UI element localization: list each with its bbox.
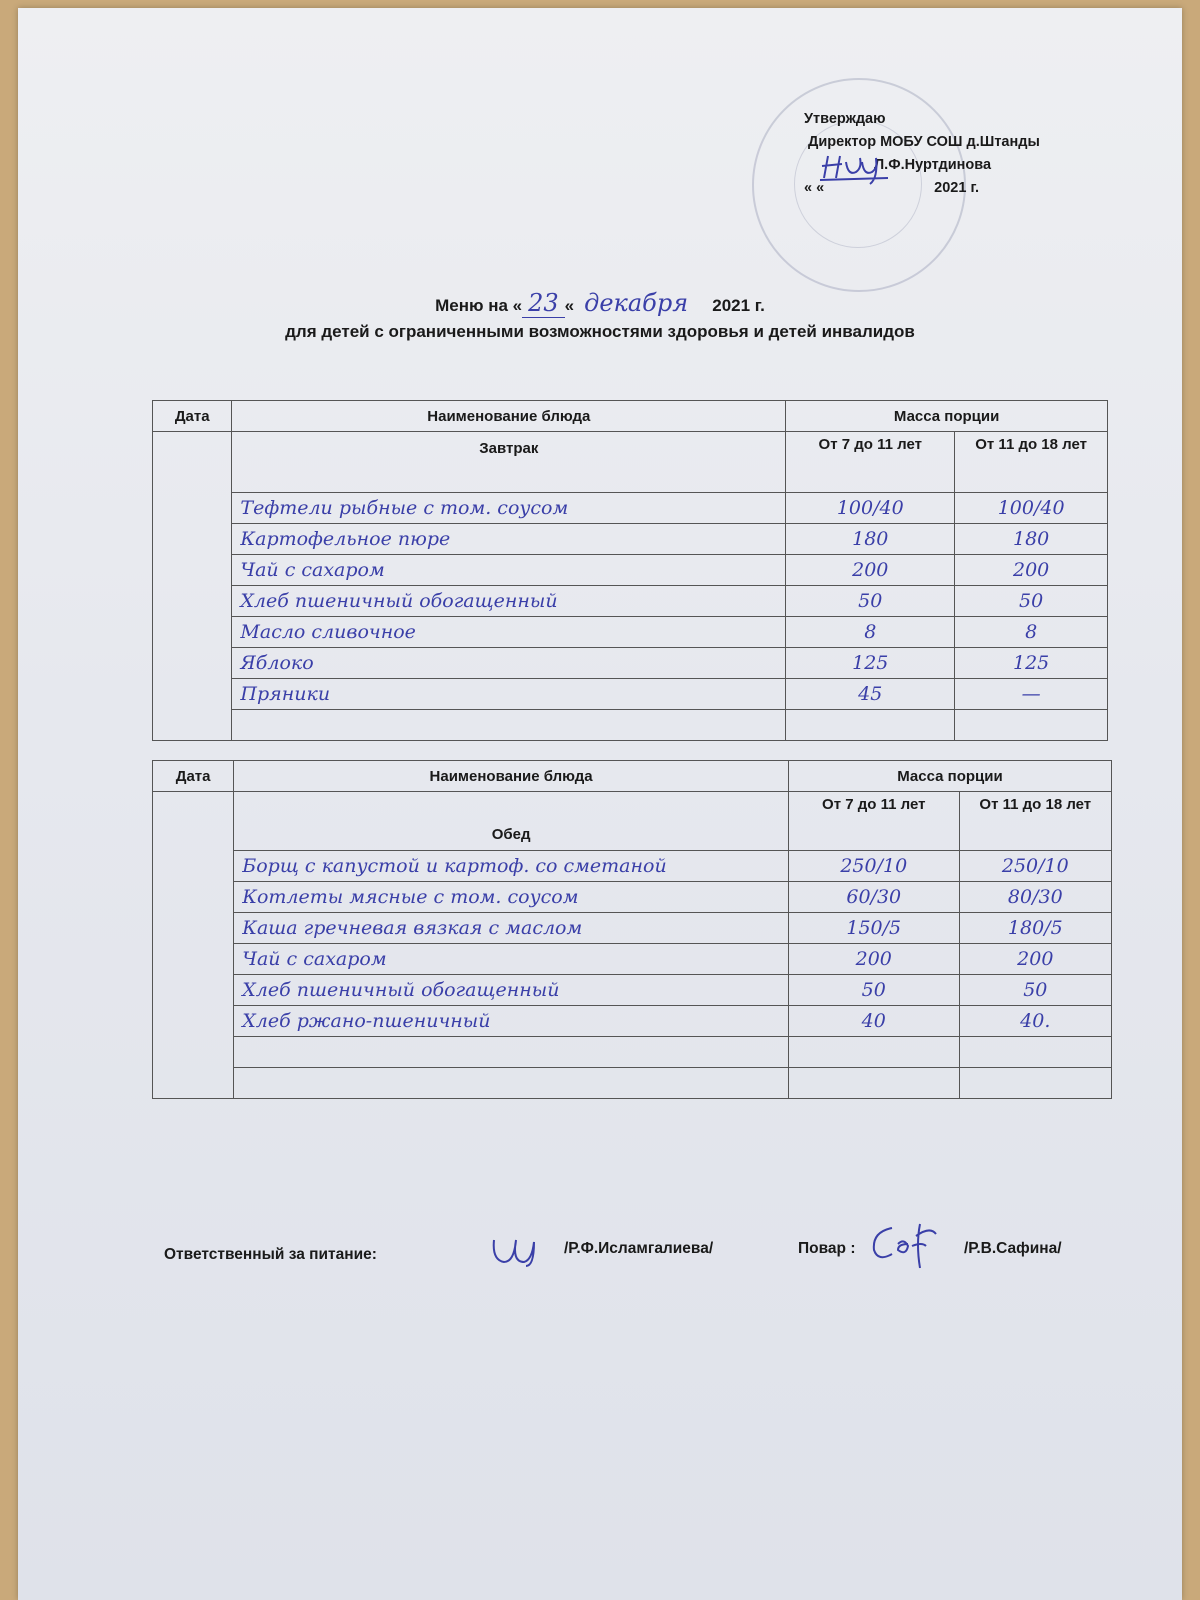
dish-name: Хлеб пшеничный обогащенный — [234, 975, 789, 1006]
portion-7-11: 180 — [786, 524, 955, 555]
portion-7-11 — [788, 1037, 959, 1068]
dish-name: Котлеты мясные с том. соусом — [234, 882, 789, 913]
portion-11-18: 125 — [955, 648, 1108, 679]
table-row — [153, 913, 1112, 944]
header-date: Дата — [153, 761, 234, 792]
table-row — [153, 1068, 1112, 1099]
portion-7-11: 100/40 — [786, 493, 955, 524]
header-portion: Масса порции — [788, 761, 1111, 792]
dish-name: Яблоко — [232, 648, 786, 679]
approval-line-2: Директор МОБУ СОШ д.Штанды — [808, 134, 1040, 150]
portion-11-18: 8 — [955, 617, 1108, 648]
header-age-2: От 11 до 18 лет — [959, 792, 1111, 851]
table-row — [153, 493, 1108, 524]
cook-signature — [868, 1218, 948, 1272]
portion-11-18: 250/10 — [959, 851, 1111, 882]
responsible-name: /Р.Ф.Исламгалиева/ — [564, 1240, 714, 1257]
dish-name: Борщ с капустой и картоф. со сметаной — [234, 851, 789, 882]
title-month-handwritten: декабря — [584, 289, 689, 317]
portion-7-11: 250/10 — [788, 851, 959, 882]
approval-line-1: Утверждаю — [804, 111, 886, 127]
portion-7-11: 8 — [786, 617, 955, 648]
portion-7-11: 50 — [786, 586, 955, 617]
header-age-1: От 7 до 11 лет — [786, 432, 955, 493]
cook-name: /Р.В.Сафина/ — [964, 1240, 1062, 1257]
portion-11-18: 100/40 — [955, 493, 1108, 524]
date-cell — [153, 432, 232, 741]
dish-name: Каша гречневая вязкая с маслом — [234, 913, 789, 944]
portion-11-18: 200 — [955, 555, 1108, 586]
portion-7-11: 45 — [786, 679, 955, 710]
portion-11-18: 180 — [955, 524, 1108, 555]
dish-name: Хлеб ржано-пшеничный — [234, 1006, 789, 1037]
portion-11-18 — [959, 1037, 1111, 1068]
dish-name: Тефтели рыбные с том. соусом — [232, 493, 786, 524]
lunch-table — [152, 760, 1112, 1099]
table-row — [153, 882, 1112, 913]
portion-11-18: 200 — [959, 944, 1111, 975]
dish-name: Чай с сахаром — [232, 555, 786, 586]
portion-11-18 — [959, 1068, 1111, 1099]
dish-name — [234, 1068, 789, 1099]
dish-name: Масло сливочное — [232, 617, 786, 648]
portion-7-11: 60/30 — [788, 882, 959, 913]
portion-7-11: 125 — [786, 648, 955, 679]
director-signature — [818, 148, 898, 188]
header-age-2: От 11 до 18 лет — [955, 432, 1108, 493]
dish-name: Хлеб пшеничный обогащенный — [232, 586, 786, 617]
portion-7-11 — [788, 1068, 959, 1099]
menu-title — [0, 290, 1200, 345]
portion-11-18: 40. — [959, 1006, 1111, 1037]
portion-11-18: 180/5 — [959, 913, 1111, 944]
title-prefix: Меню на « — [435, 296, 523, 315]
dish-name — [234, 1037, 789, 1068]
table-row — [153, 555, 1108, 586]
portion-7-11: 200 — [786, 555, 955, 586]
title-subtitle: для детей с ограниченными возможностями здоровья и детей инвалидов — [285, 322, 915, 341]
portion-7-11: 50 — [788, 975, 959, 1006]
dish-name — [232, 710, 786, 741]
portion-7-11 — [786, 710, 955, 741]
title-date-handwritten: 23 — [522, 289, 565, 318]
title-year: 2021 г. — [712, 296, 765, 315]
approval-line-3: Л.Ф.Нуртдинова — [874, 157, 992, 173]
responsible-signature — [488, 1222, 548, 1272]
table-row — [153, 524, 1108, 555]
portion-11-18: 50 — [959, 975, 1111, 1006]
header-dish: Наименование блюда — [232, 401, 786, 432]
table-row — [153, 679, 1108, 710]
date-cell — [153, 792, 234, 1099]
breakfast-table — [152, 400, 1108, 741]
responsible-label: Ответственный за питание: — [164, 1246, 377, 1263]
title-mid-quote: « — [564, 296, 575, 315]
header-date: Дата — [153, 401, 232, 432]
dish-name: Чай с сахаром — [234, 944, 789, 975]
header-dish: Наименование блюда — [234, 761, 789, 792]
table-row — [153, 851, 1112, 882]
meal-label-breakfast: Завтрак — [232, 432, 786, 493]
portion-11-18: — — [955, 679, 1108, 710]
header-portion: Масса порции — [786, 401, 1108, 432]
header-age-1: От 7 до 11 лет — [788, 792, 959, 851]
portion-11-18 — [955, 710, 1108, 741]
dish-name: Картофельное пюре — [232, 524, 786, 555]
table-row — [153, 944, 1112, 975]
portion-11-18: 80/30 — [959, 882, 1111, 913]
cook-label: Повар : — [798, 1240, 856, 1257]
dish-name: Пряники — [232, 679, 786, 710]
table-row — [153, 1037, 1112, 1068]
table-row — [153, 710, 1108, 741]
portion-11-18: 50 — [955, 586, 1108, 617]
table-row — [153, 586, 1108, 617]
approval-year: 2021 г. — [934, 180, 980, 196]
portion-7-11: 200 — [788, 944, 959, 975]
title-line — [0, 290, 1200, 319]
portion-7-11: 40 — [788, 1006, 959, 1037]
table-row — [153, 975, 1112, 1006]
table-row — [153, 617, 1108, 648]
table-row — [153, 1006, 1112, 1037]
table-row — [153, 648, 1108, 679]
approval-date-quotes: « « — [804, 180, 825, 196]
meal-label-lunch: Обед — [234, 792, 789, 851]
portion-7-11: 150/5 — [788, 913, 959, 944]
